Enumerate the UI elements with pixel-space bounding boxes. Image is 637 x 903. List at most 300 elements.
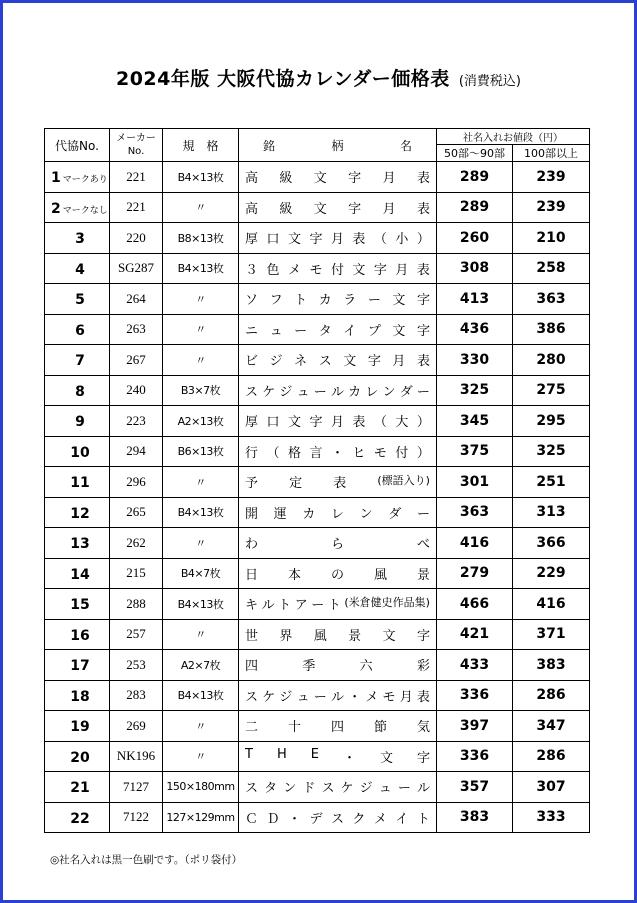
- product-name-char: 表: [333, 476, 347, 492]
- product-name-char: ス: [245, 689, 259, 705]
- product-name-char: ダ: [399, 384, 413, 400]
- product-name-char: カ: [302, 506, 316, 522]
- product-name-char: 本: [287, 567, 301, 583]
- product-name-char: 小: [395, 232, 409, 248]
- cell-price-100-plus: 229: [513, 558, 590, 589]
- cell-no: [45, 772, 110, 803]
- product-name-char: ダ: [388, 506, 402, 522]
- product-name-text: [245, 411, 430, 430]
- row-number: 1: [51, 170, 61, 187]
- cell-no: [45, 711, 110, 742]
- product-name-char: ト: [416, 811, 430, 827]
- row-number: 13: [70, 536, 90, 553]
- product-name-char: 気: [416, 720, 430, 736]
- cell-no: [45, 528, 110, 559]
- cell-maker-no: 215: [110, 558, 163, 589]
- product-name-text: [245, 228, 430, 247]
- product-name-char: H: [276, 746, 287, 762]
- product-name-text: [245, 533, 430, 552]
- product-name-char: ー: [294, 323, 308, 339]
- table-row: [45, 192, 590, 223]
- cell-no: [45, 558, 110, 589]
- cell-price-50-90: 308: [437, 253, 513, 284]
- cell-product-name: [239, 162, 437, 193]
- cell-product-name: [239, 802, 437, 833]
- table-row: [45, 802, 590, 833]
- cell-product-name: [239, 284, 437, 315]
- cell-no: [45, 345, 110, 376]
- cell-maker-no: 283: [110, 680, 163, 711]
- product-name-char: 厚: [245, 232, 259, 248]
- cell-price-100-plus: 295: [513, 406, 590, 437]
- product-name-char: 文: [287, 232, 301, 248]
- cell-maker-no: 296: [110, 467, 163, 498]
- product-name-char: ア: [294, 598, 308, 614]
- cell-spec: B4×13枚: [163, 497, 239, 528]
- product-name-char: ュ: [296, 689, 310, 705]
- cell-price-50-90: 363: [437, 497, 513, 528]
- product-name-char: 文: [343, 354, 357, 370]
- cell-maker-no: 267: [110, 345, 163, 376]
- product-name-char: 文: [382, 628, 396, 644]
- cell-spec: 〃: [163, 741, 239, 772]
- product-name-char: 色: [266, 262, 280, 278]
- product-name-text: [245, 167, 430, 186]
- cell-maker-no: 221: [110, 162, 163, 193]
- product-name-char: レ: [365, 384, 379, 400]
- cell-spec: 150×180mm: [163, 772, 239, 803]
- cell-maker-no: 253: [110, 650, 163, 681]
- cell-price-50-90: 436: [437, 314, 513, 345]
- row-number: 20: [70, 749, 90, 766]
- cell-product-name: [239, 589, 437, 620]
- cell-no: [45, 650, 110, 681]
- product-name-char: メ: [365, 689, 379, 705]
- header-name-char: 柄: [331, 138, 344, 153]
- product-name-char: 字: [416, 750, 430, 766]
- cell-no: [45, 741, 110, 772]
- table-row: [45, 589, 590, 620]
- product-name-char: メ: [287, 262, 301, 278]
- product-name-text: [245, 655, 430, 674]
- product-name-char: T: [245, 746, 253, 762]
- cell-maker-no: 257: [110, 619, 163, 650]
- cell-spec: B4×7枚: [163, 558, 239, 589]
- row-number: 19: [70, 719, 90, 736]
- product-name-char: レ: [330, 506, 344, 522]
- product-name-text: [245, 472, 430, 491]
- product-name-char: 字: [309, 415, 323, 431]
- table-row: [45, 528, 590, 559]
- product-name-char: ）: [416, 415, 430, 431]
- cell-maker-no: 269: [110, 711, 163, 742]
- product-name-text: [245, 259, 430, 278]
- cell-product-name: [239, 558, 437, 589]
- product-name-char: ュ: [296, 384, 310, 400]
- product-name-char: 表: [416, 171, 430, 187]
- product-name-char: 表: [416, 201, 430, 217]
- cell-product-name: [239, 497, 437, 528]
- product-name-char: イ: [343, 323, 357, 339]
- header-maker-line2: No.: [127, 146, 145, 157]
- header-price-a: 50部〜90部: [437, 145, 513, 162]
- cell-price-50-90: 325: [437, 375, 513, 406]
- row-number: 14: [70, 566, 90, 583]
- product-name-char: 字: [348, 201, 362, 217]
- cell-price-100-plus: 286: [513, 680, 590, 711]
- cell-price-50-90: 301: [437, 467, 513, 498]
- product-name-char: 月: [330, 232, 344, 248]
- cell-product-name: [239, 375, 437, 406]
- product-name-char: 文: [379, 750, 393, 766]
- product-name-char: 表: [352, 232, 366, 248]
- row-number: 17: [70, 658, 90, 675]
- cell-no: [45, 680, 110, 711]
- product-name-char: 字: [367, 354, 381, 370]
- cell-price-50-90: 397: [437, 711, 513, 742]
- cell-price-50-90: 421: [437, 619, 513, 650]
- row-number: 2: [51, 200, 61, 217]
- cell-maker-no: 223: [110, 406, 163, 437]
- product-name-char: 行: [245, 445, 259, 461]
- cell-maker-no: 264: [110, 284, 163, 315]
- product-name-char: 高: [245, 171, 259, 187]
- product-name-char: ・: [330, 445, 344, 461]
- cell-price-50-90: 289: [437, 162, 513, 193]
- product-name-char: 字: [416, 628, 430, 644]
- product-name-char: ル: [261, 598, 275, 614]
- header-name: [239, 129, 437, 162]
- product-name-char: 月: [330, 415, 344, 431]
- product-name-char: 言: [309, 445, 323, 461]
- cell-spec: B6×13枚: [163, 436, 239, 467]
- product-name-char: Ｄ: [266, 811, 280, 827]
- table-row: [45, 680, 590, 711]
- product-name-char: ジ: [269, 354, 283, 370]
- cell-price-50-90: 357: [437, 772, 513, 803]
- row-number: 7: [75, 353, 85, 370]
- cell-maker-no: 240: [110, 375, 163, 406]
- cell-maker-no: 7127: [110, 772, 163, 803]
- cell-product-name: [239, 436, 437, 467]
- product-name-text: [245, 442, 430, 461]
- product-name-text: [245, 503, 430, 522]
- table-row: [45, 650, 590, 681]
- product-name-char: ビ: [245, 354, 259, 370]
- cell-product-name: [239, 467, 437, 498]
- cell-price-100-plus: 239: [513, 192, 590, 223]
- cell-price-100-plus: 286: [513, 741, 590, 772]
- cell-price-50-90: 336: [437, 680, 513, 711]
- product-name-char: E: [310, 746, 319, 762]
- cell-no: [45, 253, 110, 284]
- product-name-char: 節: [373, 720, 387, 736]
- product-name-char: 四: [330, 720, 344, 736]
- cell-no: [45, 314, 110, 345]
- product-name-char: ド: [302, 781, 316, 797]
- row-number: 9: [75, 414, 85, 431]
- row-number: 21: [70, 780, 90, 797]
- product-name-text: [245, 808, 430, 827]
- row-number: 22: [70, 810, 90, 827]
- product-name-char: 運: [273, 506, 287, 522]
- product-name-char: 風: [313, 628, 327, 644]
- row-mark: マークあり: [62, 175, 108, 186]
- product-name-char: 字: [416, 293, 430, 309]
- product-name-char: 月: [382, 171, 396, 187]
- cell-price-100-plus: 239: [513, 162, 590, 193]
- cell-maker-no: 294: [110, 436, 163, 467]
- cell-price-100-plus: 366: [513, 528, 590, 559]
- title-main: 2024年版 大阪代協カレンダー価格表: [115, 68, 450, 90]
- cell-product-name: [239, 345, 437, 376]
- cell-spec: 〃: [163, 192, 239, 223]
- product-name-char: ジ: [279, 689, 293, 705]
- product-name-char: 予: [245, 476, 259, 492]
- product-name-char: 表: [416, 689, 430, 705]
- cell-spec: 〃: [163, 284, 239, 315]
- product-name-char: べ: [416, 537, 430, 553]
- cell-spec: A2×13枚: [163, 406, 239, 437]
- product-name-char: ケ: [262, 689, 276, 705]
- product-name-char: 月: [392, 354, 406, 370]
- cell-maker-no: 262: [110, 528, 163, 559]
- cell-no: [45, 802, 110, 833]
- product-name-char: ラ: [343, 293, 357, 309]
- product-name-char: 厚: [245, 415, 259, 431]
- product-name-char: 表: [416, 354, 430, 370]
- header-maker: [110, 129, 163, 162]
- product-name-char: ネ: [294, 354, 308, 370]
- product-name-char: ュ: [269, 323, 283, 339]
- product-name-char: カ: [318, 293, 332, 309]
- product-name-char: 表: [416, 262, 430, 278]
- cell-spec: 〃: [163, 711, 239, 742]
- cell-price-50-90: 375: [437, 436, 513, 467]
- product-name-char: 級: [279, 171, 293, 187]
- product-name-char: 月: [395, 262, 409, 278]
- row-number: 5: [75, 292, 85, 309]
- product-name-char: プ: [367, 323, 381, 339]
- product-name-char: ケ: [340, 781, 354, 797]
- product-name-char: ら: [330, 537, 344, 553]
- product-name-char: ン: [283, 781, 297, 797]
- product-name-char: ー: [311, 598, 325, 614]
- cell-spec: 〃: [163, 528, 239, 559]
- cell-price-100-plus: 386: [513, 314, 590, 345]
- product-name-char: 二: [245, 720, 259, 736]
- cell-price-100-plus: 416: [513, 589, 590, 620]
- product-name-char: 季: [302, 659, 316, 675]
- product-name-char: ュ: [378, 781, 392, 797]
- cell-spec: 〃: [163, 345, 239, 376]
- cell-product-name: [239, 772, 437, 803]
- product-name-char: ル: [330, 689, 344, 705]
- cell-price-100-plus: 275: [513, 375, 590, 406]
- row-number: 15: [70, 597, 90, 614]
- row-number: 8: [75, 383, 85, 400]
- product-name-char: 十: [287, 720, 301, 736]
- product-name-char: ）: [416, 445, 430, 461]
- product-name-char: ー: [313, 384, 327, 400]
- cell-no: [45, 284, 110, 315]
- product-name-char: メ: [373, 811, 387, 827]
- product-name-char: ン: [382, 384, 396, 400]
- product-name-char: デ: [309, 811, 323, 827]
- product-name-char: 文: [313, 201, 327, 217]
- product-name-char: 級: [279, 201, 293, 217]
- cell-maker-no: NK196: [110, 741, 163, 772]
- cell-price-100-plus: 258: [513, 253, 590, 284]
- header-name-char: 銘: [263, 138, 276, 153]
- cell-product-name: [239, 680, 437, 711]
- row-number: 18: [70, 688, 90, 705]
- product-name-char: 表: [352, 415, 366, 431]
- product-name-text: [245, 625, 430, 644]
- cell-price-50-90: 413: [437, 284, 513, 315]
- product-name-char: 世: [245, 628, 259, 644]
- cell-no: [45, 162, 110, 193]
- cell-maker-no: SG287: [110, 253, 163, 284]
- table-row: [45, 497, 590, 528]
- product-name-char: ス: [245, 781, 259, 797]
- product-name-text: [245, 777, 430, 796]
- header-no: 代協No.: [45, 129, 110, 162]
- cell-spec: 〃: [163, 619, 239, 650]
- cell-maker-no: 288: [110, 589, 163, 620]
- cell-price-100-plus: 210: [513, 223, 590, 254]
- cell-no: [45, 406, 110, 437]
- cell-no: [45, 589, 110, 620]
- product-name-char: ー: [397, 781, 411, 797]
- table-row: [45, 558, 590, 589]
- cell-price-100-plus: 383: [513, 650, 590, 681]
- cell-spec: 〃: [163, 314, 239, 345]
- product-name-char: キ: [245, 598, 259, 614]
- product-name-char: モ: [309, 262, 323, 278]
- product-name-char: 文: [287, 415, 301, 431]
- product-name-char: ン: [359, 506, 373, 522]
- row-number: 10: [70, 444, 90, 461]
- cell-no: [45, 619, 110, 650]
- product-name-char: タ: [264, 781, 278, 797]
- product-name-char: ３: [245, 262, 259, 278]
- product-name-char: 文: [352, 262, 366, 278]
- header-price-b: 100部以上: [513, 145, 590, 162]
- product-name-char: ー: [416, 506, 430, 522]
- product-name-char: ル: [330, 384, 344, 400]
- cell-no: [45, 436, 110, 467]
- cell-price-100-plus: 333: [513, 802, 590, 833]
- product-name-char: 文: [392, 293, 406, 309]
- cell-price-50-90: 260: [437, 223, 513, 254]
- cell-maker-no: 220: [110, 223, 163, 254]
- cell-no: [45, 497, 110, 528]
- cell-maker-no: 265: [110, 497, 163, 528]
- product-name-char: 付: [330, 262, 344, 278]
- cell-product-name: [239, 711, 437, 742]
- product-name-char: 日: [245, 567, 259, 583]
- product-name-char: 四: [245, 659, 259, 675]
- cell-price-100-plus: 347: [513, 711, 590, 742]
- product-name-char: 大: [395, 415, 409, 431]
- product-name-char: 六: [359, 659, 373, 675]
- product-name-char: カ: [348, 384, 362, 400]
- product-name-char: 界: [279, 628, 293, 644]
- product-name-text: [245, 686, 430, 705]
- table-row: [45, 162, 590, 193]
- header-maker-line1: メーカー: [116, 133, 156, 144]
- row-mark: マークなし: [62, 205, 108, 216]
- table-row: [45, 253, 590, 284]
- product-name-text: [245, 198, 430, 217]
- row-number: 11: [70, 475, 90, 492]
- footnote: ◎社名入れは黒一色刷です。（ポリ袋付）: [50, 854, 243, 866]
- product-name-char: 開: [245, 506, 259, 522]
- cell-no: [45, 223, 110, 254]
- row-number: 12: [70, 505, 90, 522]
- product-name-char: イ: [395, 811, 409, 827]
- product-name-char: (標語入り): [377, 474, 430, 488]
- cell-product-name: [239, 253, 437, 284]
- product-name-char: ー: [416, 384, 430, 400]
- product-name-char: ト: [294, 293, 308, 309]
- cell-price-50-90: 336: [437, 741, 513, 772]
- cell-price-100-plus: 280: [513, 345, 590, 376]
- product-name-char: 定: [289, 476, 303, 492]
- table-row: [45, 406, 590, 437]
- cell-product-name: [239, 619, 437, 650]
- product-name-char: 字: [309, 232, 323, 248]
- product-name-char: 文: [313, 171, 327, 187]
- table-row: [45, 375, 590, 406]
- table-row: [45, 619, 590, 650]
- product-name-char: ク: [352, 811, 366, 827]
- cell-product-name: [239, 741, 437, 772]
- product-name-char: 口: [266, 415, 280, 431]
- product-name-char: (米倉健史作品集): [344, 596, 430, 610]
- product-name-char: ヒ: [352, 445, 366, 461]
- product-name-char: ジ: [359, 781, 373, 797]
- product-name-char: モ: [373, 445, 387, 461]
- row-number: 16: [70, 627, 90, 644]
- product-name-char: ル: [416, 781, 430, 797]
- cell-product-name: [239, 314, 437, 345]
- product-name-char: ト: [327, 598, 341, 614]
- product-name-char: 景: [416, 567, 430, 583]
- product-name-char: ス: [321, 781, 335, 797]
- cell-price-50-90: 466: [437, 589, 513, 620]
- product-name-char: ソ: [245, 293, 259, 309]
- cell-no: [45, 467, 110, 498]
- product-name-text: [245, 289, 430, 308]
- product-name-char: 彩: [416, 659, 430, 675]
- table-row: [45, 467, 590, 498]
- product-name-text: [245, 381, 430, 400]
- product-name-char: わ: [245, 537, 259, 553]
- cell-price-100-plus: 313: [513, 497, 590, 528]
- product-name-char: 格: [287, 445, 301, 461]
- cell-no: [45, 375, 110, 406]
- cell-spec: B4×13枚: [163, 680, 239, 711]
- product-name-char: 字: [416, 323, 430, 339]
- product-name-char: 月: [399, 689, 413, 705]
- cell-spec: B4×13枚: [163, 162, 239, 193]
- cell-product-name: [239, 528, 437, 559]
- price-table: [44, 128, 590, 833]
- cell-price-50-90: 416: [437, 528, 513, 559]
- header-spec: 規 格: [163, 129, 239, 162]
